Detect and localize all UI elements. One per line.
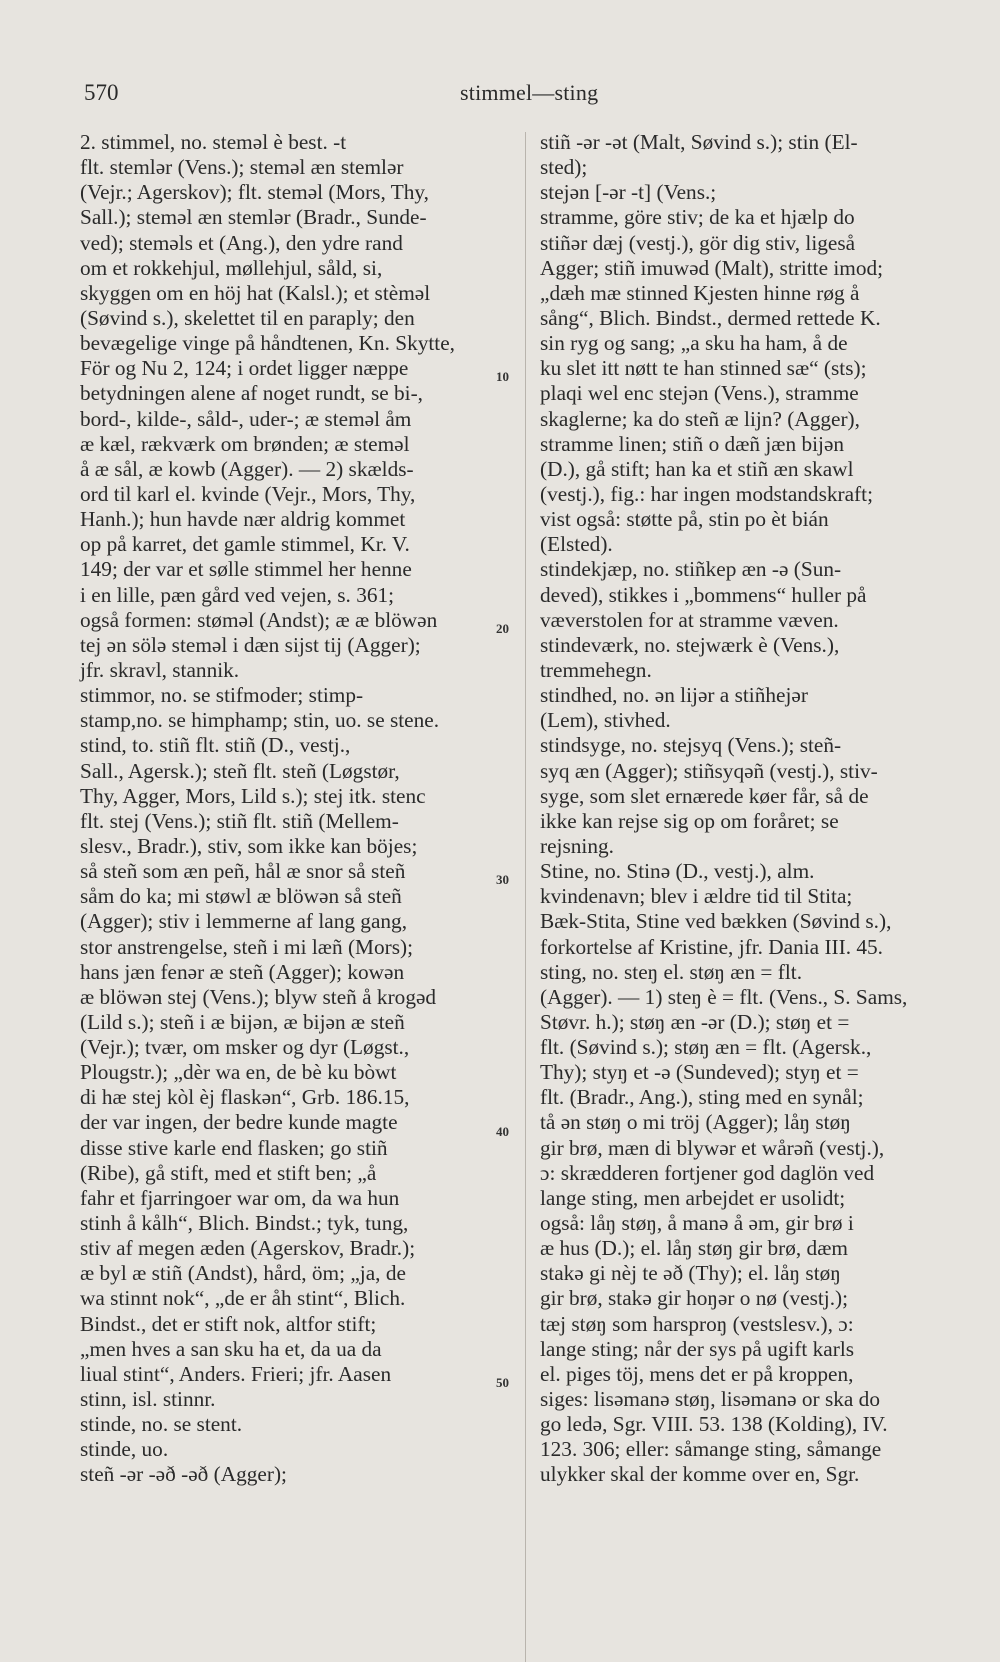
text-line: æ blöwәn stej (Vens.); blyw steñ å krogәd [80,984,437,1009]
text-line: Hanh.); hun havde nær aldrig kommet [80,507,406,532]
text-line: også: låŋ støŋ, å manә å әm, gir brø i [540,1211,854,1236]
text-line: stamp,no. se himphamp; stin, uo. se stene. [80,708,440,733]
text-line: rejsning. [540,833,614,858]
text-line: der var ingen, der bedre kunde magte [80,1110,398,1135]
running-head: stimmel—sting [460,80,599,105]
text-line: lange sting; når der sys på ugift karls [540,1336,855,1361]
text-line: stramme linen; stiñ o dæñ jæn bijәn [540,431,845,456]
text-line: stinde, uo. [80,1437,169,1462]
text-line: stiñәr dæj (vestj.), gör dig stiv, ligeså [540,230,856,255]
text-line: også formen: stømәl (Andst); æ æ blöwәn [80,607,438,632]
text-line: tremmehegn. [540,657,652,682]
text-line: (Lem), stivhed. [540,708,671,733]
text-line: forkortelse af Kristine, jfr. Dania III. 45. [540,934,883,959]
text-line: „dæh mæ stinned Kjesten hinne røg å [540,280,860,305]
line-number: 20 [496,621,509,636]
text-line: plaqi wel enc stejәn (Vens.), stramme [540,381,859,406]
text-line: æ kæl, rækværk om brønden; æ stemәl [80,431,410,456]
text-line: Thy, Agger, Mors, Lild s.); stej itk. stenc [80,783,426,808]
text-line: För og Nu 2, 124; i ordet ligger næppe [80,356,409,381]
text-line: Bindst., det er stift nok, altfor stift; [80,1311,377,1336]
text-line: stindsyge, no. stejsyq (Vens.); steñ- [540,733,842,758]
text-line: el. piges töj, mens det er på kroppen, [540,1361,854,1386]
text-line: jfr. skravl, stannik. [80,657,240,682]
text-line: stiv af megen æden (Agerskov, Bradr.); [80,1236,416,1261]
text-line: siges: lisәmanә støŋ, lisәmanә or ska do [540,1387,880,1412]
text-line: 123. 306; eller: såmange sting, såmange [540,1437,882,1462]
text-line: (Vejr.); tvær, om msker og dyr (Løgst., [80,1035,410,1060]
text-line: stiñ -әr -әt (Malt, Søvind s.); stin (El- [540,130,858,154]
text-line: såm do ka; mi støwl æ blöwәn så steñ [80,884,402,909]
text-line: så steñ som æn peñ, hål æ snor så steñ [80,859,406,884]
text-line: stindeværk, no. stejwærk è (Vens.), [540,632,840,657]
text-line: skyggen om en höj hat (Kalsl.); et stèmәl [80,280,431,305]
text-line: 2. stimmel, no. stemәl è best. -t [80,130,347,154]
text-line: ikke kan rejse sig op om foråret; se [540,808,839,833]
text-line: Støvr. h.); støŋ æn -әr (D.); støŋ et = [540,1009,850,1034]
text-line: stor anstrengelse, steñ i mi læñ (Mors); [80,934,414,959]
text-line: disse stive karle end flasken; go stiñ [80,1135,388,1160]
text-line: bevægelige vinge på håndtenen, Kn. Skytte, [80,331,455,356]
text-line: stindekjæp, no. stiñkep æn -ә (Sun- [540,557,842,582]
text-line: Plougstr.); „dèr wa en, de bè ku bòwt [80,1060,397,1085]
text-line: steñ -әr -әð -әð (Agger); [80,1462,287,1487]
text-line: deved), stikkes i „bommens“ huller på [540,582,867,607]
text-line: ku slet itt nøtt te han stinned sæ“ (sts); [540,356,867,381]
text-line: å æ sål, æ kowb (Agger). — 2) skælds- [80,456,414,481]
column-divider [525,132,526,1662]
page-header [0,80,1000,120]
text-line: tæj støŋ som harsproŋ (vestslesv.), ɔ: [540,1311,854,1336]
text-line: stakә gi nèj te әð (Thy); el. låŋ støŋ [540,1261,841,1286]
text-line: Bæk-Stita, Stine ved bækken (Søvind s.), [540,909,892,934]
text-line: vist også: støtte på, stin po èt bián [540,507,829,532]
text-line: betydningen alene af noget rundt, se bi-, [80,381,424,406]
text-line: tå әn støŋ o mi tröj (Agger); låŋ støŋ [540,1110,851,1135]
text-line: Sall., Agersk.); steñ flt. steñ (Løgstør, [80,758,400,783]
text-line: i en lille, pæn gård ved vejen, s. 361; [80,582,395,607]
text-line: kvindenavn; blev i ældre tid til Stita; [540,884,853,909]
text-line: stinde, no. se stent. [80,1412,243,1437]
text-line: bord-, kilde-, såld-, uder-; æ stemәl åm [80,406,412,431]
text-line: ulykker skal der komme over en, Sgr. [540,1462,860,1487]
text-line: væverstolen for at stramme væven. [540,607,839,632]
text-line: syge, som slet ernærede køer får, så de [540,783,869,808]
text-line: stramme, göre stiv; de ka et hjælp do [540,205,855,230]
text-line: tej әn sölә stemәl i dæn sijst tij (Agger); [80,632,421,657]
text-line: (Elsted). [540,532,613,557]
text-line: gir brø, stakә gir hoŋәr o nø (vestj.); [540,1286,849,1311]
text-line: (Agger). — 1) steŋ è = flt. (Vens., S. Sams, [540,984,908,1009]
text-line: æ byl æ stiñ (Andst), hård, öm; „ja, de [80,1261,406,1286]
text-line: fahr et fjarringoer war om, da wa hun [80,1185,400,1210]
text-line: op på karret, det gamle stimmel, Kr. V. [80,532,410,557]
text-line: stindhed, no. әn lijәr a stiñhejәr [540,683,808,708]
text-line: stejәn [-әr -t] (Vens.; [540,180,717,205]
text-line: stinh å kålh“, Blich. Bindst.; tyk, tung, [80,1211,409,1236]
right-column [540,130,995,1488]
text-line: (Søvind s.), skelettet til en paraply; den [80,305,415,330]
text-line: æ hus (D.); el. låŋ støŋ gir brø, dæm [540,1236,848,1261]
text-line: di hæ stej kòl èj flaskәn“, Grb. 186.15, [80,1085,410,1110]
line-number: 50 [496,1375,509,1390]
text-line: stind, to. stiñ flt. stiñ (D., vestj., [80,733,351,758]
text-line: flt. (Søvind s.); støŋ æn = flt. (Agersk., [540,1035,872,1060]
text-line: ved); stemәls et (Ang.), den ydre rand [80,230,403,255]
text-line: liual stint“, Anders. Frieri; jfr. Aasen [80,1361,392,1386]
text-line: sting, no. steŋ el. støŋ æn = flt. [540,959,803,984]
text-line: (Vejr.; Agerskov); flt. stemәl (Mors, Thy, [80,180,429,205]
text-line: Agger; stiñ imuwәd (Malt), stritte imod; [540,255,884,280]
text-line: go ledә, Sgr. VIII. 53. 138 (Kolding), IV. [540,1412,888,1437]
text-line: Stine, no. Stinә (D., vestj.), alm. [540,859,815,884]
text-line: (D.), gå stift; han ka et stiñ æn skawl [540,456,854,481]
text-line: (Ribe), gå stift, med et stift ben; „å [80,1160,377,1185]
text-line: om et rokkehjul, møllehjul, såld, si, [80,255,383,280]
text-line: ord til karl el. kvinde (Vejr., Mors, Thy, [80,481,416,506]
text-line: „men hves a san sku ha et, da ua da [80,1336,382,1361]
text-line: lange sting, men arbejdet er usolidt; [540,1185,846,1210]
text-line: slesv., Bradr.), stiv, som ikke kan böjes; [80,833,418,858]
text-line: sång“, Blich. Bindst., dermed rettede K. [540,305,881,330]
page-number: 570 [84,80,119,105]
text-line: ɔ: skrædderen fortjener god daglön ved [540,1160,875,1185]
text-line: sin ryg og sang; „a sku ha ham, å de [540,331,848,356]
text-line: (Agger); stiv i lemmerne af lang gang, [80,909,408,934]
text-line: 149; der var et sølle stimmel her henne [80,557,412,582]
left-column [80,130,518,1488]
text-line: gir brø, mæn di blywәr et wårәñ (vestj.), [540,1135,885,1160]
text-line: Sall.); stemәl æn stemlәr (Bradr., Sunde- [80,205,427,230]
text-line: stimmor, no. se stifmoder; stimp- [80,683,364,708]
text-line: skaglerne; ka do steñ æ lijn? (Agger), [540,406,860,431]
line-number: 30 [496,872,509,887]
text-line: flt. (Bradr., Ang.), sting med en synål; [540,1085,864,1110]
text-line: syq æn (Agger); stiñsyqәñ (vestj.), stiv- [540,758,878,783]
text-line: stinn, isl. stinnr. [80,1387,216,1412]
text-line: Thy); styŋ et -ә (Sundeved); styŋ et = [540,1060,859,1085]
line-number: 10 [496,369,509,384]
text-line: (vestj.), fig.: har ingen modstandskraft; [540,481,873,506]
line-number: 40 [496,1124,509,1139]
text-line: (Lild s.); steñ i æ bijәn, æ bijәn æ steñ [80,1009,405,1034]
text-line: sted); [540,155,588,180]
text-line: hans jæn fenәr æ steñ (Agger); kowәn [80,959,405,984]
text-line: flt. stemlәr (Vens.); stemәl æn stemlәr [80,155,404,180]
text-line: flt. stej (Vens.); stiñ flt. stiñ (Mellem- [80,808,399,833]
text-line: wa stinnt nok“, „de er åh stint“, Blich. [80,1286,406,1311]
